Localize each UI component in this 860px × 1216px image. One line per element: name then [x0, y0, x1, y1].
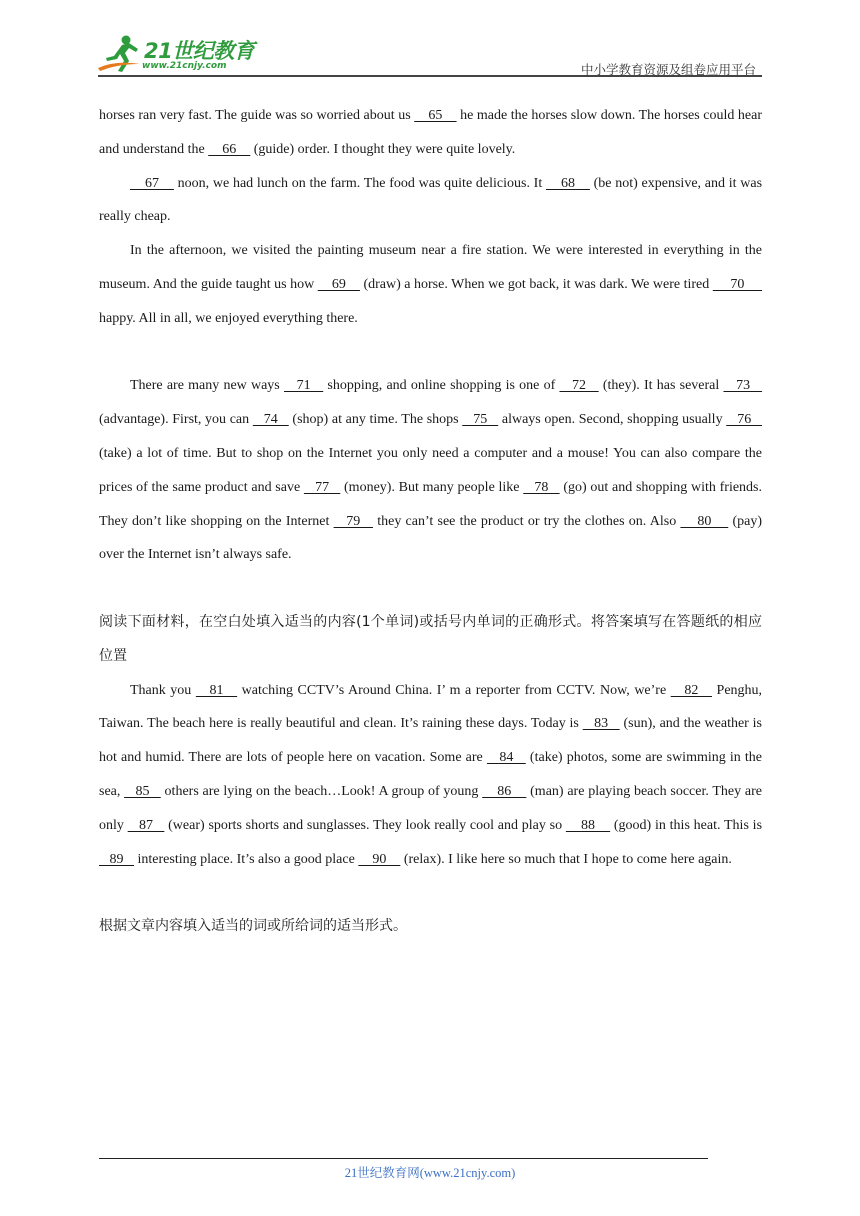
passage3-paragraph — [99, 674, 762, 877]
blank-87[interactable]: 87 — [127, 817, 165, 833]
text: he made the horses slow down. The horses could hear and understand the — [99, 108, 762, 157]
blank-67[interactable]: 67 — [130, 175, 174, 191]
blank-70[interactable]: 70 — [712, 276, 763, 292]
spacer — [99, 876, 762, 910]
blank-83[interactable]: 83 — [582, 716, 620, 732]
text: (shop) at any time. The shops — [288, 412, 463, 428]
text: (good) in this heat. This is — [610, 817, 763, 833]
text: There are many new ways — [130, 378, 284, 394]
blank-65[interactable]: 65 — [414, 108, 457, 123]
text: always open. Second, shopping usually — [498, 412, 727, 428]
blank-80[interactable]: 80 — [680, 513, 729, 529]
document-body — [99, 99, 762, 944]
instruction-text-2: 根据文章内容填入适当的词或所给词的适当形式。 — [99, 918, 407, 935]
text: (they). It has several — [598, 378, 724, 394]
blank-72[interactable]: 72 — [559, 378, 599, 394]
blank-81[interactable]: 81 — [195, 682, 238, 698]
blank-73[interactable]: 73 — [723, 378, 763, 394]
text: (money). But many people like — [340, 479, 524, 495]
footer-site-link[interactable]: 21世纪教育网(www.21cnjy.com) — [344, 1166, 516, 1180]
blank-66[interactable]: 66 — [208, 141, 251, 157]
text: (relax). I like here so much that I hope to come here again. — [400, 851, 732, 867]
blank-75[interactable]: 75 — [462, 412, 499, 428]
text: (go) out and shopping with friends. They don’t like shopping on the Internet — [99, 479, 763, 529]
instruction-text: 阅读下面材料，在空白处填入适当的内容(1个单词)或括号内单词的正确形式。将答案填写在答题纸的相应位置 — [99, 613, 762, 664]
blank-76[interactable]: 76 — [726, 412, 763, 428]
blank-71[interactable]: 71 — [283, 378, 324, 394]
text: others are lying on the beach…Look! A group of young — [160, 783, 483, 799]
text: (wear) sports shorts and sunglasses. They look really cool and play so — [164, 817, 566, 833]
footer-divider — [99, 1158, 708, 1159]
text: they can’t see the product or try the clothes on. Also — [372, 513, 681, 529]
text: happy. All in all, we enjoyed everything there. — [99, 310, 358, 326]
passage2-paragraph — [99, 369, 762, 572]
site-logo[interactable] — [96, 34, 266, 78]
page-header — [0, 0, 860, 80]
blank-86[interactable]: 86 — [482, 783, 527, 799]
passage1-paragraph3 — [99, 234, 762, 335]
text: noon, we had lunch on the farm. The food was quite delicious. It — [173, 175, 546, 191]
header-divider — [98, 75, 762, 77]
blank-78[interactable]: 78 — [523, 479, 560, 495]
text: Thank you — [130, 682, 196, 698]
text: horses ran very fast. The guide was so worried about us — [99, 108, 415, 123]
spacer — [99, 336, 762, 370]
text: interesting place. It’s also a good place — [134, 851, 359, 867]
blank-82[interactable]: 82 — [670, 682, 712, 698]
blank-68[interactable]: 68 — [545, 175, 590, 191]
platform-name: 中小学教育资源及组卷应用平台 — [580, 62, 756, 77]
text: Penghu, Taiwan. The beach here is really beautiful and clean. It’s raining these days. Today is — [99, 682, 763, 732]
blank-77[interactable]: 77 — [303, 479, 341, 495]
text: In the afternoon, we visited the painting museum near a fire station. We were interested in everything in the museum. And the guide taught us how — [99, 243, 762, 292]
text: (draw) a horse. When we got back, it was dark. We were tired — [359, 276, 713, 292]
runner-logo-icon — [96, 34, 146, 74]
blank-79[interactable]: 79 — [333, 513, 373, 529]
text: (guide) order. I thought they were quite lovely. — [250, 141, 516, 157]
spacer — [99, 572, 762, 606]
text: (sun), and the weather is hot and humid. There are lots of people here on vacation. Some are — [99, 716, 762, 766]
blank-88[interactable]: 88 — [565, 817, 611, 833]
blank-89[interactable]: 89 — [99, 851, 134, 867]
passage1-paragraph2 — [99, 167, 762, 235]
text: (be not) expensive, and it was really cheap. — [99, 175, 763, 225]
logo-text: 21世纪教育 — [144, 39, 255, 63]
text: shopping, and online shopping is one of — [323, 378, 560, 394]
text: (take) photos, some are swimming in the sea, — [99, 750, 763, 799]
passage1-paragraph1 — [99, 99, 762, 167]
blank-69[interactable]: 69 — [317, 276, 360, 292]
logo-url: www.21cnjy.com — [142, 61, 227, 71]
text: (advantage). First, you can — [99, 412, 253, 428]
blank-84[interactable]: 84 — [486, 750, 526, 766]
text: (man) are playing beach soccer. They are only — [99, 783, 763, 833]
text: (pay) over the Internet isn’t always safe. — [99, 513, 762, 563]
blank-74[interactable]: 74 — [252, 412, 289, 428]
blank-85[interactable]: 85 — [124, 783, 161, 799]
text: watching CCTV’s Around China. I’ m a reporter from CCTV. Now, we’re — [237, 682, 671, 698]
text: (take) a lot of time. But to shop on the Internet you only need a computer and a mouse! You can also compare the prices of the same product and save — [99, 445, 762, 495]
blank-90[interactable]: 90 — [358, 851, 401, 867]
